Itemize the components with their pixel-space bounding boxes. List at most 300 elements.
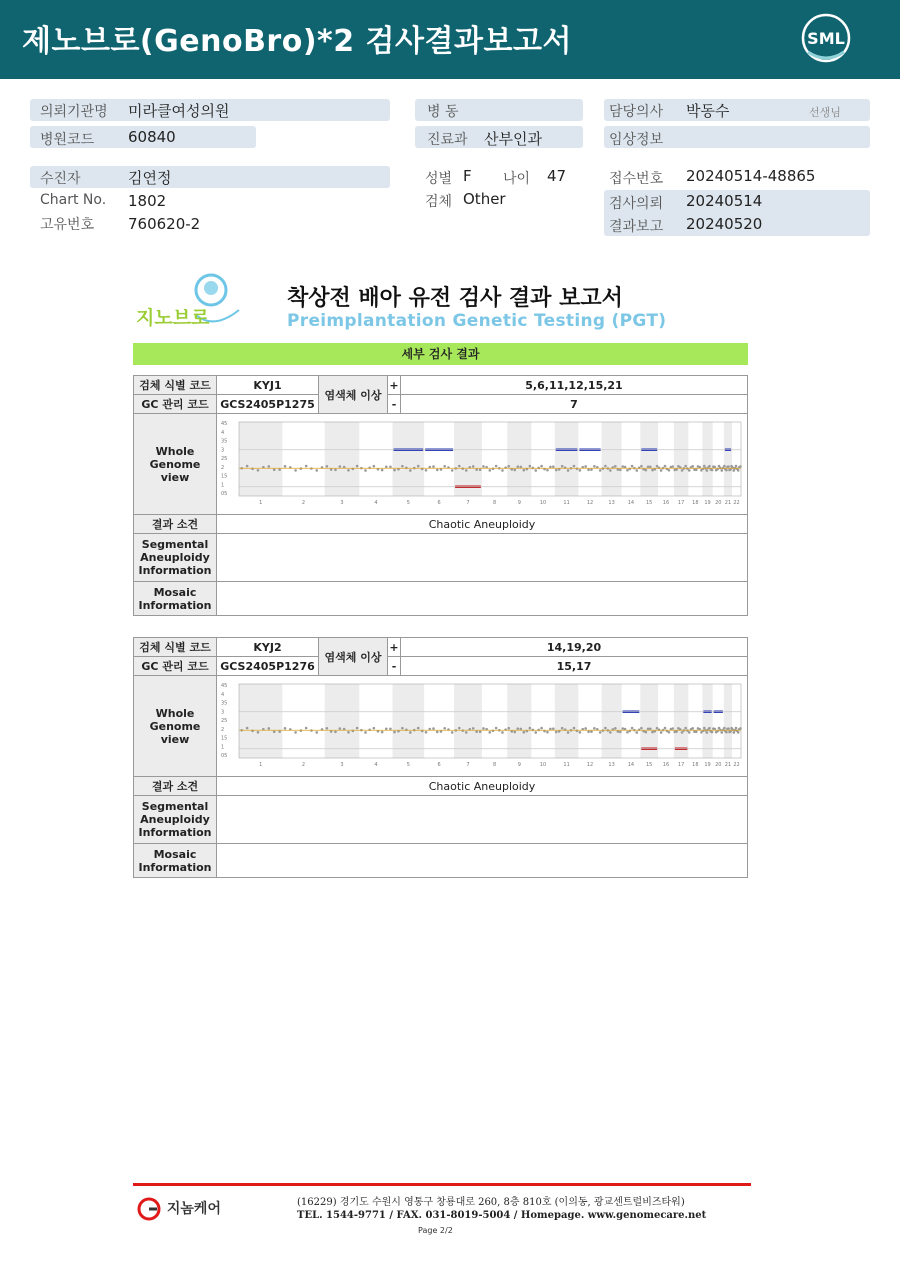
gain-value: 14,19,20 <box>401 638 748 657</box>
page-number: Page 2/2 <box>418 1226 453 1235</box>
cn-point <box>552 465 555 468</box>
genobro-logo-icon <box>134 270 244 330</box>
department-value: 산부인과 <box>484 130 542 148</box>
hospital-code-label: 병원코드 <box>40 132 95 148</box>
chromosome-label: 7 <box>466 762 470 768</box>
cn-point <box>638 728 641 731</box>
cn-point <box>529 465 532 468</box>
chromosome-label: 6 <box>437 500 441 506</box>
report-title: 제노브로(GenoBro)*2 검사결과보고서 <box>22 24 572 59</box>
patient-value: 김연정 <box>128 169 172 187</box>
cn-point <box>567 469 570 472</box>
chromosome-label: 9 <box>517 500 521 506</box>
doctor-value: 박동수 <box>686 102 730 120</box>
cn-point <box>389 728 392 731</box>
cn-point <box>326 727 329 730</box>
cn-point <box>516 465 519 468</box>
chromosome-label: 16 <box>662 762 670 768</box>
chromosome-label: 20 <box>715 500 722 506</box>
cn-point <box>513 731 516 734</box>
cn-point <box>482 465 485 468</box>
chromosome-label: 20 <box>715 762 722 768</box>
cn-point <box>488 731 491 734</box>
chromosome-band <box>507 422 531 496</box>
chromosome-band <box>674 684 689 758</box>
cn-point <box>723 465 726 468</box>
cn-point <box>465 469 468 472</box>
specimen-value: Other <box>463 190 506 208</box>
gc-code-label: GC 관리 코드 <box>134 395 217 414</box>
cn-point <box>584 727 587 730</box>
cn-point <box>675 730 678 733</box>
cn-point <box>638 466 641 469</box>
cn-point <box>458 727 461 730</box>
cn-point <box>621 727 624 730</box>
cn-point <box>393 731 396 734</box>
cn-point <box>294 469 297 472</box>
cn-point <box>305 727 308 730</box>
cn-point <box>619 469 622 472</box>
cn-point <box>529 727 532 730</box>
cn-point <box>573 465 576 468</box>
cn-point <box>725 731 728 734</box>
cn-point <box>339 727 342 730</box>
footer-contact: TEL. 1544-9771 / FAX. 031-8019-5004 / Homepage. www.genomecare.net <box>297 1210 707 1221</box>
institution-value: 미라클여성의원 <box>128 102 230 120</box>
cn-point <box>552 727 555 730</box>
cn-point <box>703 465 706 468</box>
id-label: 고유번호 <box>40 217 95 233</box>
cn-point <box>326 465 329 468</box>
cn-point <box>519 466 522 469</box>
cn-point <box>364 469 367 472</box>
cn-point <box>590 468 593 471</box>
cn-point <box>635 469 638 472</box>
request-value: 20240514 <box>686 192 763 210</box>
cn-point <box>495 727 498 730</box>
cn-point <box>711 731 714 734</box>
cn-point <box>417 727 420 730</box>
cn-point <box>561 465 564 468</box>
department-label: 진료과 <box>427 132 468 148</box>
cn-point <box>713 728 716 731</box>
cn-point <box>626 469 629 472</box>
chromosome-label: 4 <box>374 762 378 768</box>
y-tick-label: 05 <box>221 491 228 497</box>
id-value: 760620-2 <box>128 215 201 233</box>
ward-label: 병 동 <box>427 104 459 120</box>
cn-point <box>364 731 367 734</box>
cn-point <box>735 465 738 468</box>
result-label: 결과 소견 <box>134 777 217 796</box>
sample-code-value: KYJ1 <box>217 376 319 395</box>
chromosome-label: 19 <box>704 762 711 768</box>
cn-point <box>315 469 318 472</box>
chromosome-label: 18 <box>692 500 699 506</box>
mosaic-value <box>217 582 748 616</box>
cn-point <box>660 469 663 472</box>
chromosome-band <box>325 422 360 496</box>
cn-point <box>465 731 468 734</box>
genomecare-logo-icon <box>136 1196 162 1222</box>
chromosome-label: 3 <box>340 500 344 506</box>
cn-point <box>555 731 558 734</box>
cn-point <box>735 727 738 730</box>
cn-point <box>516 727 519 730</box>
cn-point <box>599 731 602 734</box>
segmental-value <box>217 534 748 582</box>
cn-point <box>284 727 287 730</box>
cn-point <box>599 469 602 472</box>
cn-point <box>246 465 249 468</box>
result-label: 결과 소견 <box>134 515 217 534</box>
cn-point <box>656 465 659 468</box>
cn-point <box>492 467 495 470</box>
cn-point <box>604 727 607 730</box>
chromosome-label: 21 <box>724 500 732 506</box>
cn-point <box>590 730 593 733</box>
y-tick-label: 2 <box>221 464 225 471</box>
cn-point <box>631 727 634 730</box>
y-tick-label: 45 <box>221 683 228 689</box>
company-name: 지놈케어 <box>166 1201 221 1217</box>
specimen-label: 검체 <box>425 194 453 210</box>
cn-point <box>534 469 537 472</box>
cn-point <box>385 727 388 730</box>
cn-point <box>602 467 605 470</box>
cn-point <box>602 729 605 732</box>
cn-point <box>614 465 617 468</box>
cn-point <box>401 727 404 730</box>
loss-value: 15,17 <box>401 657 748 676</box>
chromosome-band <box>640 684 658 758</box>
cn-point <box>268 465 271 468</box>
cn-point <box>695 730 698 733</box>
cn-point <box>458 465 461 468</box>
cn-point <box>725 469 728 472</box>
mosaic-label: Mosaic Information <box>134 582 217 616</box>
y-tick-label: 05 <box>221 753 228 759</box>
cn-point <box>702 729 705 732</box>
chromosome-label: 3 <box>340 762 344 768</box>
cn-point <box>593 465 596 468</box>
sex-label: 성별 <box>425 171 453 187</box>
cn-point <box>681 469 684 472</box>
cn-point <box>706 469 709 472</box>
cn-point <box>668 469 671 472</box>
cn-point <box>507 727 510 730</box>
chromosome-band <box>239 684 282 758</box>
chromosome-band <box>393 684 425 758</box>
cn-point <box>720 731 723 734</box>
y-tick-label: 1 <box>221 744 225 751</box>
chromosome-label: 10 <box>539 762 547 768</box>
segmental-value <box>217 796 748 844</box>
cn-point <box>443 727 446 730</box>
cn-point <box>672 465 675 468</box>
cn-point <box>617 468 620 471</box>
cn-point <box>401 465 404 468</box>
chromosome-label: 22 <box>733 762 740 768</box>
cn-point <box>546 731 549 734</box>
plot-frame <box>239 422 741 496</box>
sex-value: F <box>463 167 472 185</box>
cn-point <box>389 466 392 469</box>
cn-point <box>708 465 711 468</box>
cn-point <box>647 465 650 468</box>
result-value: Chaotic Aneuploidy <box>217 515 748 534</box>
cn-point <box>626 731 629 734</box>
cn-point <box>635 731 638 734</box>
svg-text:SML: SML <box>807 29 845 48</box>
loss-value: 7 <box>401 395 748 414</box>
cn-point <box>691 727 694 730</box>
genome-plot-1 <box>219 416 745 509</box>
cn-point <box>675 468 678 471</box>
cn-point <box>479 730 482 733</box>
chromosome-band <box>640 422 658 496</box>
chromosome-label: 11 <box>563 500 570 506</box>
gc-code-value: GCS2405P1276 <box>217 657 319 676</box>
chromosome-label: 10 <box>539 500 547 506</box>
cn-point <box>549 466 552 469</box>
cn-point <box>334 469 337 472</box>
cn-point <box>584 465 587 468</box>
cn-point <box>368 466 371 469</box>
cn-point <box>519 728 522 731</box>
cn-point <box>501 731 504 734</box>
cn-point <box>684 465 687 468</box>
cn-point <box>664 727 667 730</box>
cn-point <box>507 465 510 468</box>
cn-point <box>546 469 549 472</box>
cn-point <box>495 465 498 468</box>
cn-point <box>246 727 249 730</box>
cn-point <box>409 469 412 472</box>
cn-point <box>405 467 408 470</box>
chrom-abn-label: 염색체 이상 <box>319 376 388 414</box>
loss-sign: - <box>388 657 401 676</box>
receipt-label: 접수번호 <box>609 171 664 187</box>
cn-point <box>540 465 543 468</box>
cn-point <box>609 469 612 472</box>
chromosome-label: 12 <box>586 762 594 768</box>
cn-point <box>523 731 526 734</box>
cn-point <box>579 469 582 472</box>
chart-label: Chart No. <box>40 192 107 208</box>
report-date-label: 결과보고 <box>609 219 664 235</box>
sample-code-value: KYJ2 <box>217 638 319 657</box>
segmental-label: Segmental Aneuploidy Information <box>134 534 217 582</box>
cn-point <box>488 469 491 472</box>
cn-point <box>501 469 504 472</box>
cn-point <box>432 465 435 468</box>
cn-point <box>631 465 634 468</box>
cn-point <box>706 731 709 734</box>
chromosome-label: 9 <box>517 762 521 768</box>
cn-point <box>523 469 526 472</box>
cn-point <box>695 468 698 471</box>
receipt-value: 20240514-48865 <box>686 167 816 185</box>
cn-point <box>409 731 412 734</box>
cn-point <box>373 465 376 468</box>
cn-point <box>651 731 654 734</box>
clinical-label: 임상정보 <box>609 132 664 148</box>
chromosome-band <box>454 684 482 758</box>
cn-point <box>284 465 287 468</box>
sml-logo-icon <box>800 12 852 64</box>
chromosome-label: 12 <box>586 500 594 506</box>
cn-point <box>472 727 475 730</box>
pgt-subtitle: Preimplantation Genetic Testing (PGT) <box>287 311 667 331</box>
cn-point <box>567 731 570 734</box>
genomecare-logo <box>136 1196 221 1222</box>
chromosome-label: 14 <box>627 762 635 768</box>
chromosome-label: 2 <box>301 500 306 506</box>
cn-point <box>425 731 428 734</box>
gc-code-label: GC 관리 코드 <box>134 657 217 676</box>
segmental-label: Segmental Aneuploidy Information <box>134 796 217 844</box>
sample-code-label: 검체 식별 코드 <box>134 376 217 395</box>
cn-point <box>651 469 654 472</box>
chromosome-label: 17 <box>677 762 685 768</box>
cn-point <box>549 728 552 731</box>
chromosome-band <box>724 684 732 758</box>
cn-point <box>708 727 711 730</box>
report-header <box>0 0 900 79</box>
cn-point <box>573 727 576 730</box>
hospital-code-value: 60840 <box>128 128 176 146</box>
y-tick-label: 2 <box>221 726 225 733</box>
cn-point <box>579 731 582 734</box>
cn-point <box>713 466 716 469</box>
cn-point <box>737 731 740 734</box>
cn-point <box>425 469 428 472</box>
cn-point <box>649 727 652 730</box>
cn-point <box>593 727 596 730</box>
section-bar: 세부 검사 결과 <box>133 343 748 365</box>
chromosome-band <box>602 684 622 758</box>
age-label: 나이 <box>503 171 531 187</box>
footer-address-block <box>297 1196 706 1222</box>
chromosome-band <box>555 684 579 758</box>
cn-point <box>645 469 648 472</box>
chromosome-label: 8 <box>492 762 497 768</box>
cn-point <box>436 731 439 734</box>
cn-point <box>451 731 454 734</box>
chromosome-label: 21 <box>724 762 732 768</box>
loss-sign: - <box>388 395 401 414</box>
chromosome-band <box>507 684 531 758</box>
cn-point <box>720 469 723 472</box>
cn-point <box>294 731 297 734</box>
gain-sign: + <box>388 376 401 395</box>
cn-point <box>614 727 617 730</box>
cn-point <box>727 727 730 730</box>
cn-point <box>443 465 446 468</box>
chromosome-label: 13 <box>608 500 615 506</box>
cn-point <box>702 467 705 470</box>
cn-point <box>688 469 691 472</box>
cn-point <box>315 731 318 734</box>
cn-point <box>658 467 661 470</box>
pgt-title: 착상전 배아 유전 검사 결과 보고서 <box>287 286 623 311</box>
y-tick-label: 15 <box>221 735 228 742</box>
cn-point <box>368 728 371 731</box>
cn-point <box>472 465 475 468</box>
cn-point <box>461 467 464 470</box>
cn-point <box>691 465 694 468</box>
cn-point <box>436 469 439 472</box>
cn-point <box>330 730 333 733</box>
gain-value: 5,6,11,12,15,21 <box>401 376 748 395</box>
chromosome-band <box>702 422 712 496</box>
cn-point <box>688 731 691 734</box>
cn-point <box>555 469 558 472</box>
cn-point <box>461 729 464 732</box>
y-tick-label: 4 <box>221 429 225 436</box>
cn-point <box>619 731 622 734</box>
cn-point <box>479 468 482 471</box>
whole-genome-label: Whole Genome view <box>134 676 217 777</box>
result-table-1 <box>133 375 748 616</box>
plot-frame <box>239 684 741 758</box>
chromosome-label: 17 <box>677 500 685 506</box>
chromosome-label: 18 <box>692 762 699 768</box>
y-tick-label: 35 <box>221 700 228 707</box>
cn-point <box>684 727 687 730</box>
mosaic-label: Mosaic Information <box>134 844 217 878</box>
y-tick-label: 25 <box>221 718 228 724</box>
cn-point <box>278 730 281 733</box>
cn-point <box>257 731 260 734</box>
sample-code-label: 검체 식별 코드 <box>134 638 217 657</box>
cn-point <box>647 727 650 730</box>
cn-point <box>658 729 661 732</box>
chromosome-label: 13 <box>608 762 615 768</box>
result-value: Chaotic Aneuploidy <box>217 777 748 796</box>
cn-point <box>737 469 740 472</box>
cn-point <box>347 731 350 734</box>
patient-label: 수진자 <box>40 171 81 187</box>
cn-point <box>385 465 388 468</box>
cn-point <box>703 727 706 730</box>
mosaic-value <box>217 844 748 878</box>
chrom-abn-label: 염색체 이상 <box>319 638 388 676</box>
result-table-2 <box>133 637 748 878</box>
cn-point <box>381 731 384 734</box>
cn-point <box>356 465 359 468</box>
cn-point <box>681 731 684 734</box>
cn-point <box>451 469 454 472</box>
cn-point <box>672 727 675 730</box>
chromosome-band <box>239 422 282 496</box>
whole-genome-label: Whole Genome view <box>134 414 217 515</box>
chart-value: 1802 <box>128 192 167 210</box>
cn-point <box>432 727 435 730</box>
cn-point <box>373 727 376 730</box>
chromosome-band <box>602 422 622 496</box>
cn-point <box>739 465 742 468</box>
cn-point <box>393 469 396 472</box>
gc-code-value: GCS2405P1275 <box>217 395 319 414</box>
cn-point <box>347 469 350 472</box>
cn-point <box>381 469 384 472</box>
cn-point <box>576 467 579 470</box>
chromosome-label: 19 <box>704 500 711 506</box>
chromosome-label: 16 <box>662 500 670 506</box>
cn-point <box>660 731 663 734</box>
